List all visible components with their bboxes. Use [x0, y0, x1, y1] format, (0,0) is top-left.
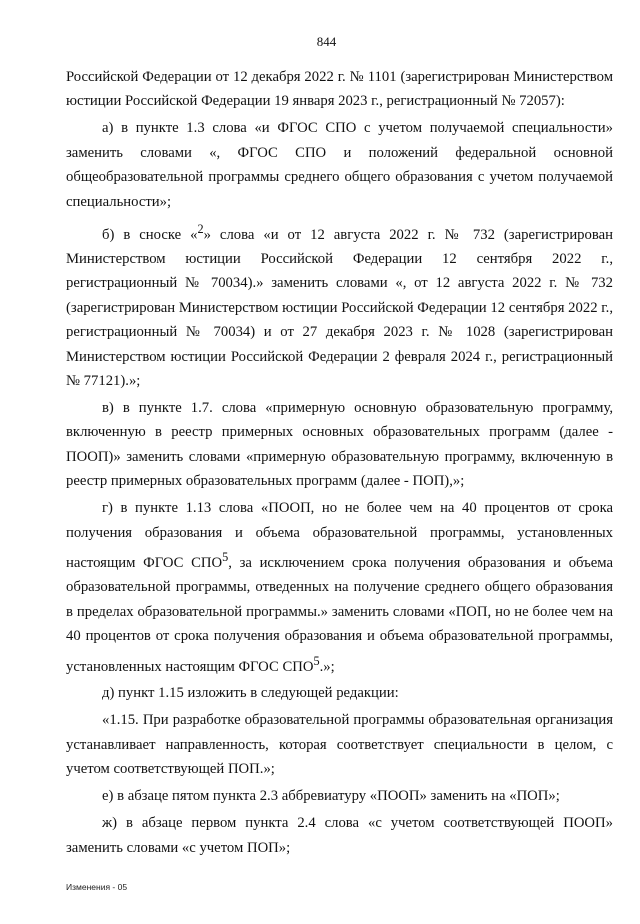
paragraph-item-d: д) пункт 1.15 изложить в следующей редакции: — [102, 685, 399, 702]
item-g-text-part3: .»; — [319, 658, 335, 675]
paragraph-item-g — [66, 496, 613, 679]
page-number: 844 — [316, 34, 337, 49]
item-b-text-start: б) в сноске « — [102, 226, 198, 243]
paragraph-item-a: а) в пункте 1.3 слова «и ФГОС СПО с учетом получаемой специальности» заменить словами «, ФГОС СПО и положений федеральной основной общеобразовательной программы среднего общего образования с учетом получаемой специальности»; — [66, 120, 613, 210]
document-body — [66, 65, 613, 860]
item-g-text-part1: г) в пункте 1.13 слова «ПООП, но не более чем на 40 процентов от срока получения образования и объема образовательной программы, установленных настоящим ФГОС СПО — [66, 500, 613, 571]
paragraph-item-zh: ж) в абзаце первом пункта 2.4 слова «с учетом соответствующей ПООП» заменить словами «с учетом ПОП»; — [66, 815, 613, 856]
paragraph-item-v: в) в пункте 1.7. слова «примерную основную образовательную программу, включенную в реестр примерных основных образовательных программ (далее - ПООП)» заменить словами «примерную образовательную программу, включенную в реестр примерных образовательных программ (далее - ПОП),»; — [66, 399, 613, 490]
footnote-ref-2: 2 — [197, 221, 204, 236]
paragraph-intro: Российской Федерации от 12 декабря 2022 г. № 1101 (зарегистрирован Министерством юстиции Российской Федерации 19 января 2023 г., регистрационный № 72057): — [66, 69, 613, 110]
item-b-text-end: » слова «и от 12 августа 2022 г. № 732 (зарегистрирован Министерством юстиции Российской Федерации 12 сентября 2022 г., регистрационный № 70034).» заменить словами «, от 12 августа 2022 г. № 732 (зарегистрирован Министерством юстиции Российской Федерации 12 сентября 2022 г., регистрационный № 70034) и от 27 декабря 2023 г. № 1028 (зарегистрирован Министерством юстиции Российской Федерации 2 февраля 2024 г., регистрационный № 77121).»; — [66, 226, 613, 389]
footnote-ref-5-second: 5 — [313, 653, 320, 668]
paragraph-item-e: е) в абзаце пятом пункта 2.3 аббревиатуру «ПООП» заменить на «ПОП»; — [102, 788, 560, 805]
paragraph-item-b — [66, 217, 613, 394]
footer-note: Изменения - 05 — [66, 882, 128, 892]
paragraph-quote-1-15: «1.15. При разработке образовательной программы образовательная организация устанавливает направленность, которая соответствует специальности в целом, с учетом соответствующей ПОП.»; — [66, 712, 613, 778]
footnote-ref-5-first: 5 — [222, 549, 229, 564]
item-g-text-part2: , за исключением срока получения образования и объема образовательной программы, отведенных на получение среднего общего образования в пределах образовательной программы.» заменить словами «ПОП, но не более чем на 40 процентов от срока получения образования и объема образовательной программы, установленных настоящим ФГОС СПО — [66, 554, 613, 675]
